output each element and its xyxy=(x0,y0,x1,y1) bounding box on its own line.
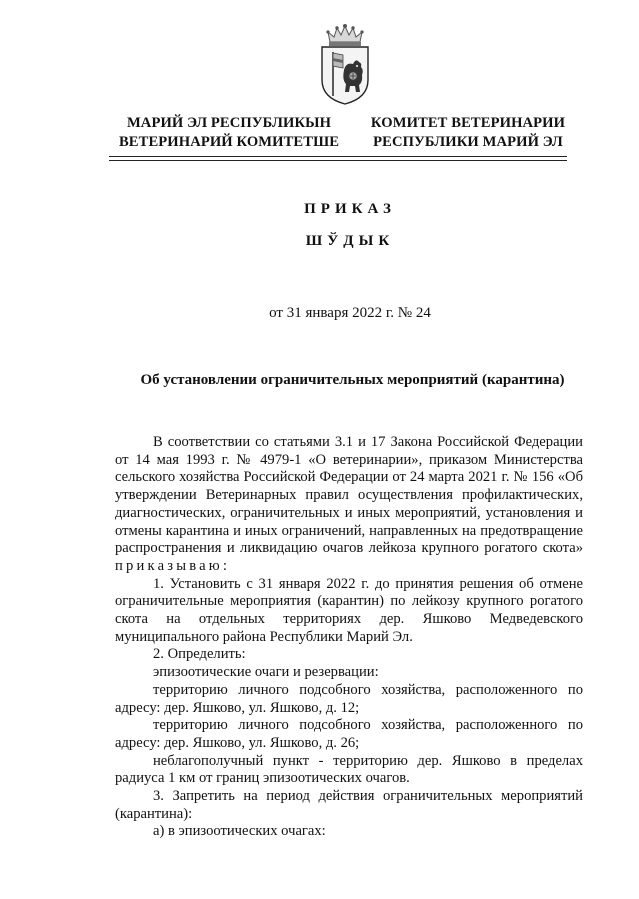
clause-3-item-a: а) в эпизоотических очагах: xyxy=(153,823,326,840)
preamble-text: В соответствии со статьями 3.1 и 17 Закона Российской Федерации от 14 мая 1993 г. № 4979-1 «О ветеринарии», приказом Министерства сельского хозяйства Российской Федерации от 24 марта 2021 г. № 156 «Об утверждении Ветеринарных правил осуществления профилактических, диагностических, ограничительных и иных мероприятий, установления и отмены карантина и иных ограничений, направленных на предотвращение распространения и ликвидацию очагов лейкоза крупного рогатого скота» xyxy=(115,434,583,557)
header-rule-bottom xyxy=(109,160,567,161)
header-mari-line1: МАРИЙ ЭЛ РЕСПУБЛИКЫН xyxy=(126,115,332,131)
clause-2-sublist-heading: эпизоотические очаги и резервации: xyxy=(153,664,379,681)
clause-2: 2. Определить: xyxy=(153,646,246,663)
clause-2-item-3: неблагополучный пункт - территорию дер. Яшково в пределах радиуса 1 км от границ эпизоотических очагов. xyxy=(115,752,583,787)
header-mari-line2: ВЕТЕРИНАРИЙ КОМИТЕТШЕ xyxy=(118,134,340,150)
order-word: приказываю: xyxy=(115,557,231,574)
coat-of-arms-icon xyxy=(316,22,374,106)
order-date-number: от 31 января 2022 г. № 24 xyxy=(269,305,431,321)
clause-3: 3. Запретить на период действия ограничительных мероприятий (карантина): xyxy=(115,788,583,822)
clause-2-item-1: территорию личного подсобного хозяйства, расположенного по адресу: дер. Яшково, ул. Яшково, д. 12; xyxy=(115,681,583,716)
clause-2-item-2: территорию личного подсобного хозяйства, расположенного по адресу: дер. Яшково, ул. Яшково, д. 26; xyxy=(115,717,583,751)
document-title: ПРИКАЗ xyxy=(304,201,396,217)
header-russian-line2: РЕСПУБЛИКИ МАРИЙ ЭЛ xyxy=(373,134,563,150)
preamble-paragraph xyxy=(115,434,583,576)
clause-1: 1. Установить с 31 января 2022 г. до принятия решения об отмене ограничительные мероприятия (карантин) по лейкозу крупного рогатого скота на отдельных территориях дер. Яшково Медведевского муниципального района Республики Марий Эл. xyxy=(115,575,583,645)
header-mari xyxy=(108,114,350,152)
order-body xyxy=(115,434,583,841)
header-rule-top xyxy=(109,156,567,157)
header-russian-line1: КОМИТЕТ ВЕТЕРИНАРИИ xyxy=(370,115,566,131)
header-russian xyxy=(362,114,574,152)
document-title-mari: ШЎДЫК xyxy=(305,233,395,249)
order-subject: Об установлении ограничительных мероприятий (карантина) xyxy=(140,372,565,388)
